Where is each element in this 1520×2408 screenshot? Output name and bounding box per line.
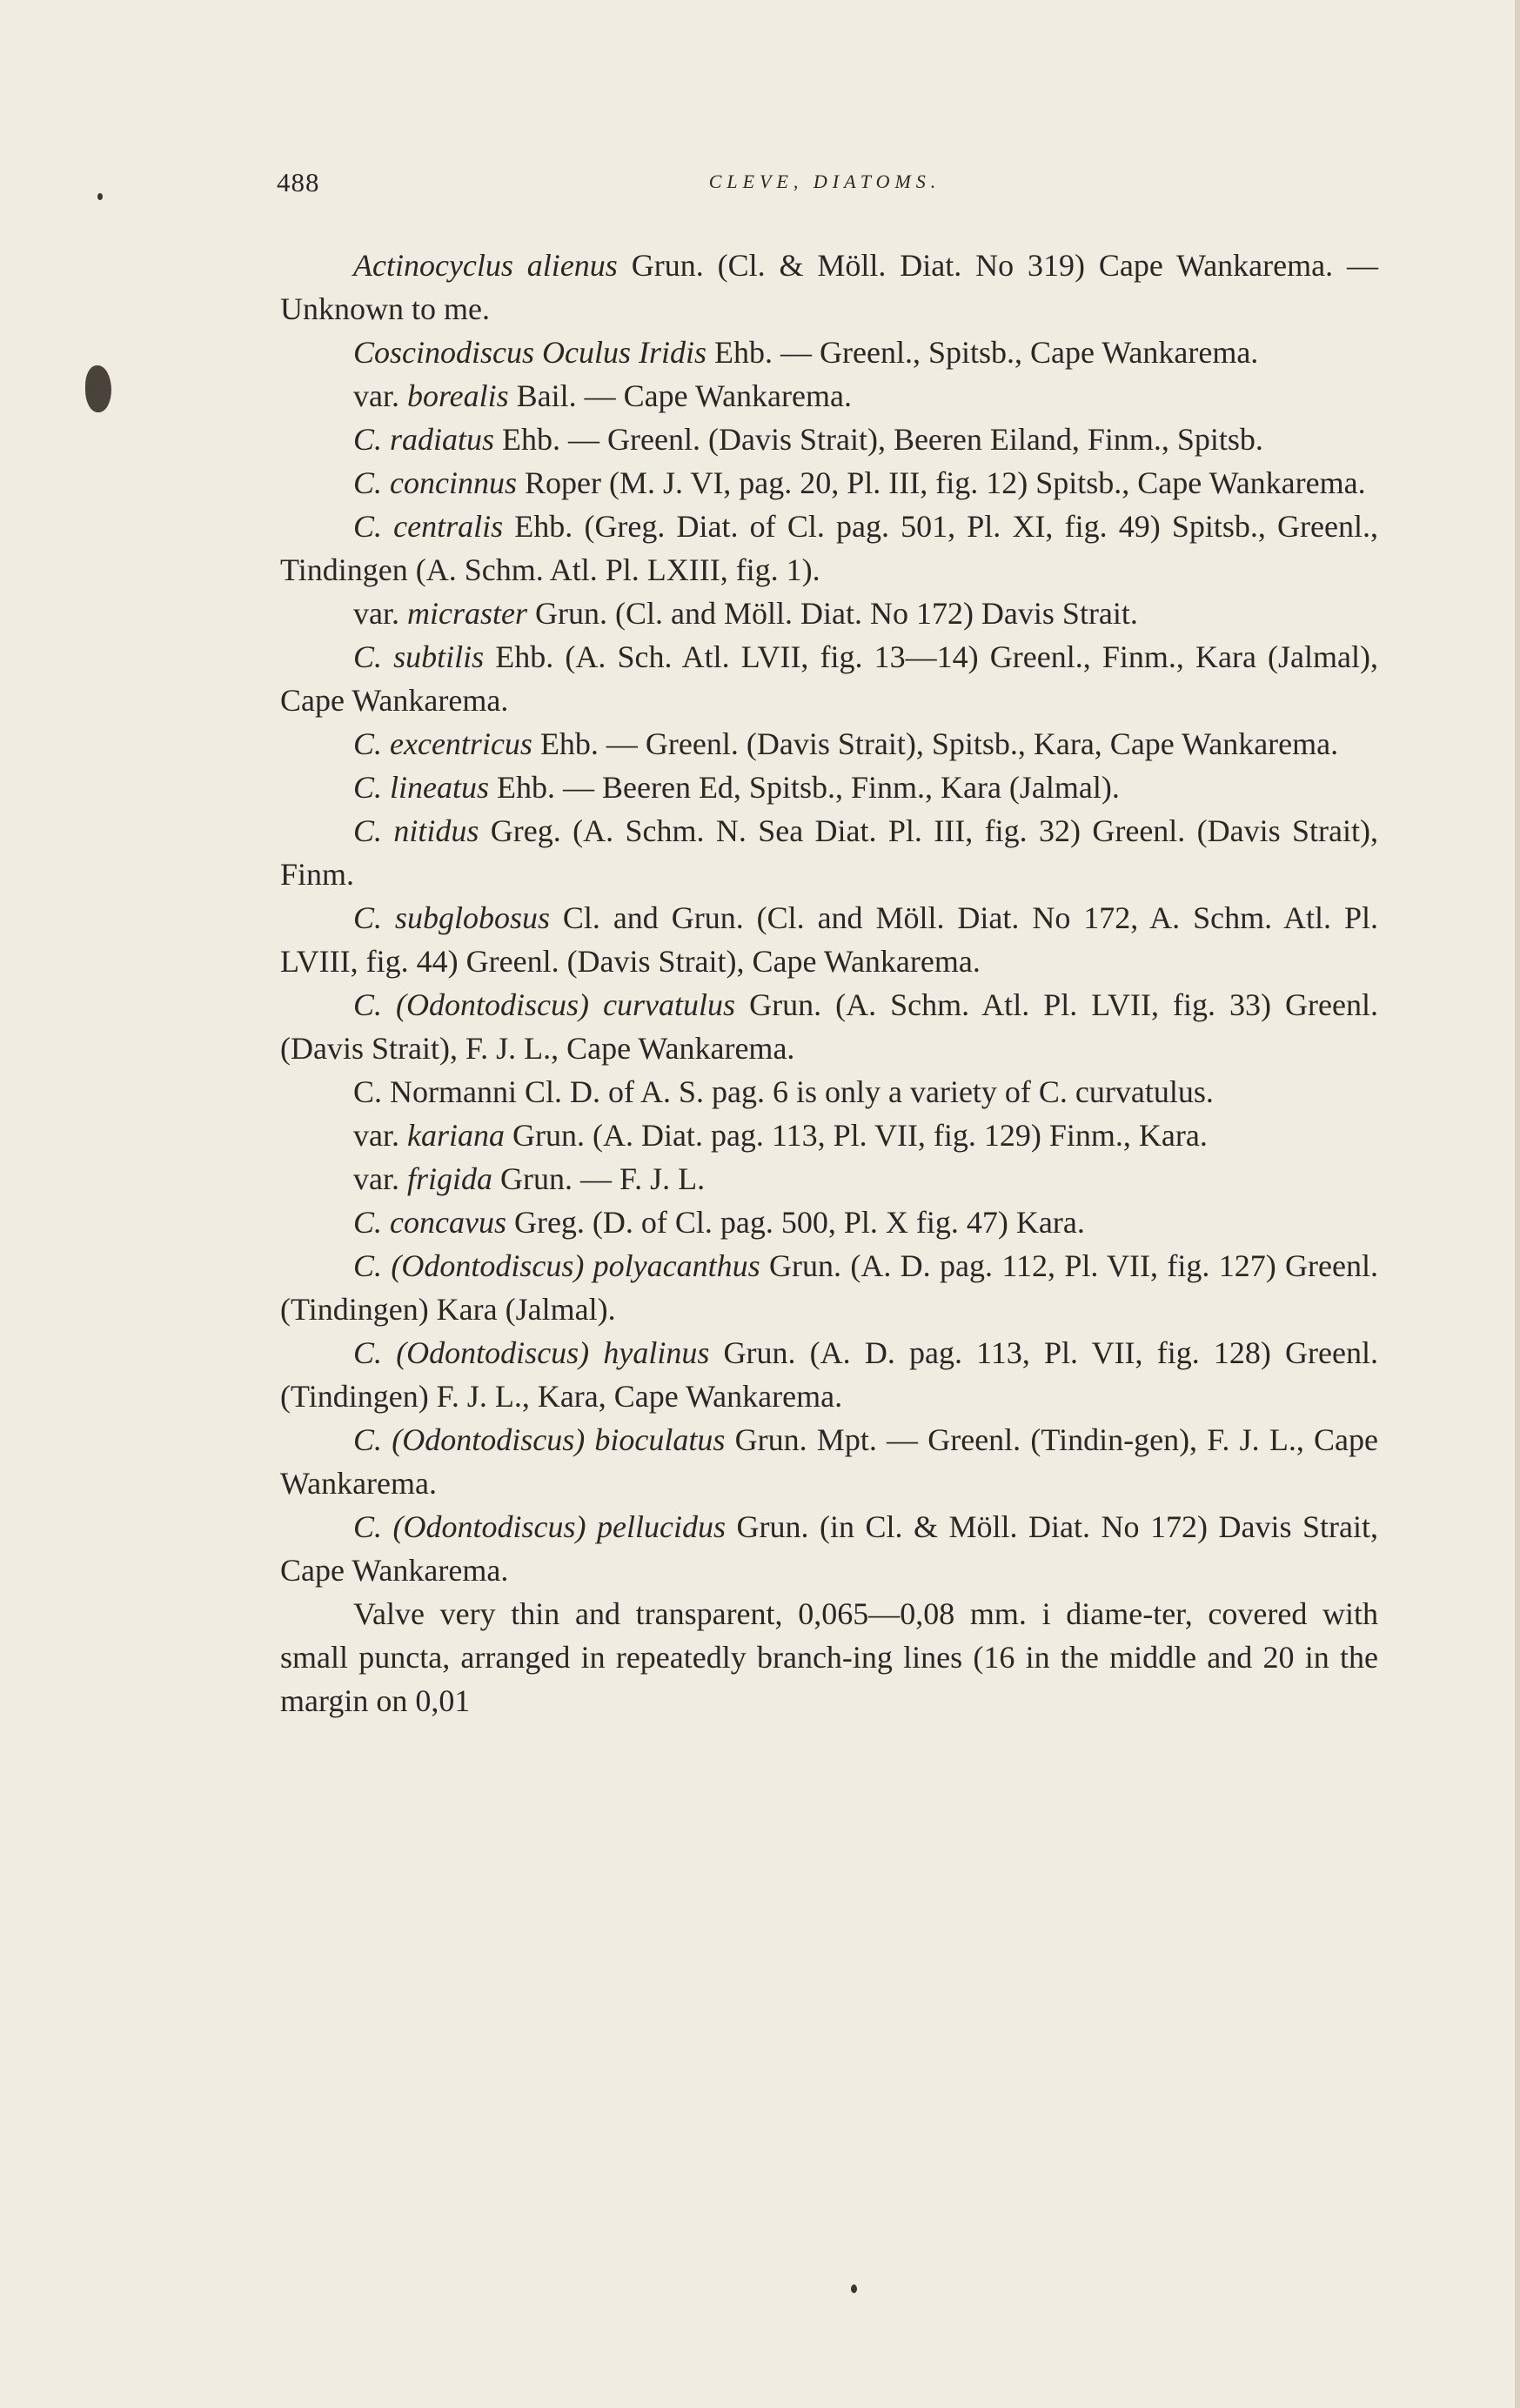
entry-text: Ehb. (A. Sch. Atl. LVII, fig. 13—14) Greenl., Finm., Kara (Jalmal), Cape Wankarema. — [280, 639, 1378, 718]
entry-prefix: var. — [353, 596, 407, 631]
entry-text: Cl. and Grun. (Cl. and Möll. Diat. No 172, A. Schm. Atl. Pl. LVIII, fig. 44) Greenl. (Davis Strait), Cape Wankarema. — [280, 900, 1378, 979]
entry-var-frigida — [280, 1157, 1378, 1201]
taxon-name: Coscinodiscus Oculus Iridis — [353, 335, 707, 370]
entry-text: Ehb. (Greg. Diat. of Cl. pag. 501, Pl. XI, fig. 49) Spitsb., Greenl., Tindingen (A. Schm. Atl. Pl. LXIII, fig. 1). — [280, 509, 1379, 587]
taxon-name: C. excentricus — [353, 726, 532, 761]
taxon-name: C. (Odontodiscus) hyalinus — [353, 1335, 710, 1370]
taxon-name: C. (Odontodiscus) curvatulus — [353, 987, 736, 1022]
entry-var-borealis — [280, 374, 1378, 418]
entry-c-subtilis — [280, 635, 1378, 722]
entry-actinocyclus-alienus — [280, 244, 1378, 331]
taxon-name: frigida — [406, 1161, 492, 1196]
print-speck — [851, 2284, 857, 2293]
entry-text: Ehb. — Beeren Ed, Spitsb., Finm., Kara (Jalmal). — [489, 770, 1120, 805]
entry-text: C. Normanni Cl. D. of A. S. pag. 6 is only a variety of C. curvatulus. — [353, 1074, 1214, 1109]
entry-text: Grun. (A. D. pag. 113, Pl. VII, fig. 128) Greenl. (Tindingen) F. J. L., Kara, Cape Wankarema. — [280, 1335, 1378, 1414]
taxon-name: C. lineatus — [353, 770, 490, 805]
taxon-name: C. centralis — [353, 509, 504, 544]
entry-c-lineatus — [280, 766, 1378, 809]
entry-text: Greg. (A. Schm. N. Sea Diat. Pl. III, fig. 32) Greenl. (Davis Strait), Finm. — [280, 813, 1379, 892]
entry-c-curvatulus — [280, 983, 1378, 1070]
taxon-name: C. concinnus — [353, 465, 517, 500]
entry-c-centralis — [280, 505, 1378, 592]
entry-c-bioculatus — [280, 1418, 1378, 1505]
entry-text: Greg. (D. of Cl. pag. 500, Pl. X fig. 47) Kara. — [506, 1205, 1085, 1240]
taxon-name: Actinocyclus alienus — [353, 248, 618, 283]
entry-text: Grun. (A. Diat. pag. 113, Pl. VII, fig. 129) Finm., Kara. — [504, 1118, 1208, 1153]
taxon-name: kariana — [406, 1118, 505, 1153]
entry-c-concavus — [280, 1201, 1378, 1244]
taxon-name: C. (Odontodiscus) polyacanthus — [353, 1248, 760, 1283]
entry-valve-description — [280, 1592, 1378, 1722]
entry-text: Grun. (in Cl. & Möll. Diat. No 172) Davis Strait, Cape Wankarema. — [280, 1509, 1378, 1588]
entry-text: Grun. Mpt. — Greenl. (Tindin-gen), F. J. L., Cape Wankarema. — [280, 1422, 1378, 1501]
taxon-name: micraster — [406, 596, 527, 631]
entry-c-hyalinus — [280, 1331, 1378, 1418]
taxon-name: borealis — [406, 378, 509, 413]
entry-c-nitidus — [280, 809, 1378, 896]
entry-text: Grun. (A. D. pag. 112, Pl. VII, fig. 127) Greenl. (Tindingen) Kara (Jalmal). — [280, 1248, 1378, 1327]
page-body — [280, 244, 1378, 1722]
entry-text: Ehb. — Greenl. (Davis Strait), Beeren Eiland, Finm., Spitsb. — [494, 422, 1263, 457]
taxon-name: C. concavus — [353, 1205, 506, 1240]
taxon-name: C. nitidus — [353, 813, 479, 848]
entry-c-normanni-note — [280, 1070, 1378, 1114]
page-edge — [1515, 0, 1520, 2408]
entry-coscinodiscus-oculus-iridis — [280, 331, 1378, 374]
taxon-name: C. (Odontodiscus) bioculatus — [353, 1422, 726, 1457]
taxon-name: C. subtilis — [353, 639, 485, 674]
entry-c-pellucidus — [280, 1505, 1378, 1592]
running-head: CLEVE, DIATOMS. — [708, 171, 941, 192]
entry-text: Grun. — F. J. L. — [492, 1161, 706, 1196]
taxon-name: C. (Odontodiscus) pellucidus — [353, 1509, 726, 1544]
entry-text: Grun. (Cl. & Möll. Diat. No 319) Cape Wankarema. — Unknown to me. — [280, 248, 1378, 326]
entry-c-concinnus — [280, 461, 1378, 505]
page-number: 488 — [277, 167, 320, 197]
page-header — [277, 167, 1373, 202]
entry-prefix: var. — [353, 378, 407, 413]
entry-var-kariana — [280, 1114, 1378, 1157]
entry-prefix: var. — [353, 1161, 407, 1196]
entry-c-excentricus — [280, 722, 1378, 766]
entry-text: Roper (M. J. VI, pag. 20, Pl. III, fig. 12) Spitsb., Cape Wankarema. — [516, 465, 1366, 500]
entry-text: Grun. (A. Schm. Atl. Pl. LVII, fig. 33) Greenl. (Davis Strait), F. J. L., Cape Wankarema. — [280, 987, 1378, 1066]
entry-text: Grun. (Cl. and Möll. Diat. No 172) Davis Strait. — [526, 596, 1138, 631]
entry-text: Ehb. — Greenl., Spitsb., Cape Wankarema. — [706, 335, 1259, 370]
entry-c-subglobosus — [280, 896, 1378, 983]
ink-blot — [85, 365, 111, 412]
entry-text: Bail. — Cape Wankarema. — [508, 378, 852, 413]
entry-var-micraster — [280, 592, 1378, 635]
entry-prefix: var. — [353, 1118, 407, 1153]
entry-c-polyacanthus — [280, 1244, 1378, 1331]
taxon-name: C. subglobosus — [353, 900, 550, 935]
entry-text: Valve very thin and transparent, 0,065—0,08 mm. i diame-ter, covered with small puncta, arranged in repeatedly branch-ing lines (16 in the middle and 20 in the margin on 0,01 — [280, 1596, 1378, 1718]
entry-text: Ehb. — Greenl. (Davis Strait), Spitsb., Kara, Cape Wankarema. — [532, 726, 1339, 761]
entry-c-radiatus — [280, 418, 1378, 461]
print-speck — [97, 193, 103, 200]
taxon-name: C. radiatus — [353, 422, 495, 457]
